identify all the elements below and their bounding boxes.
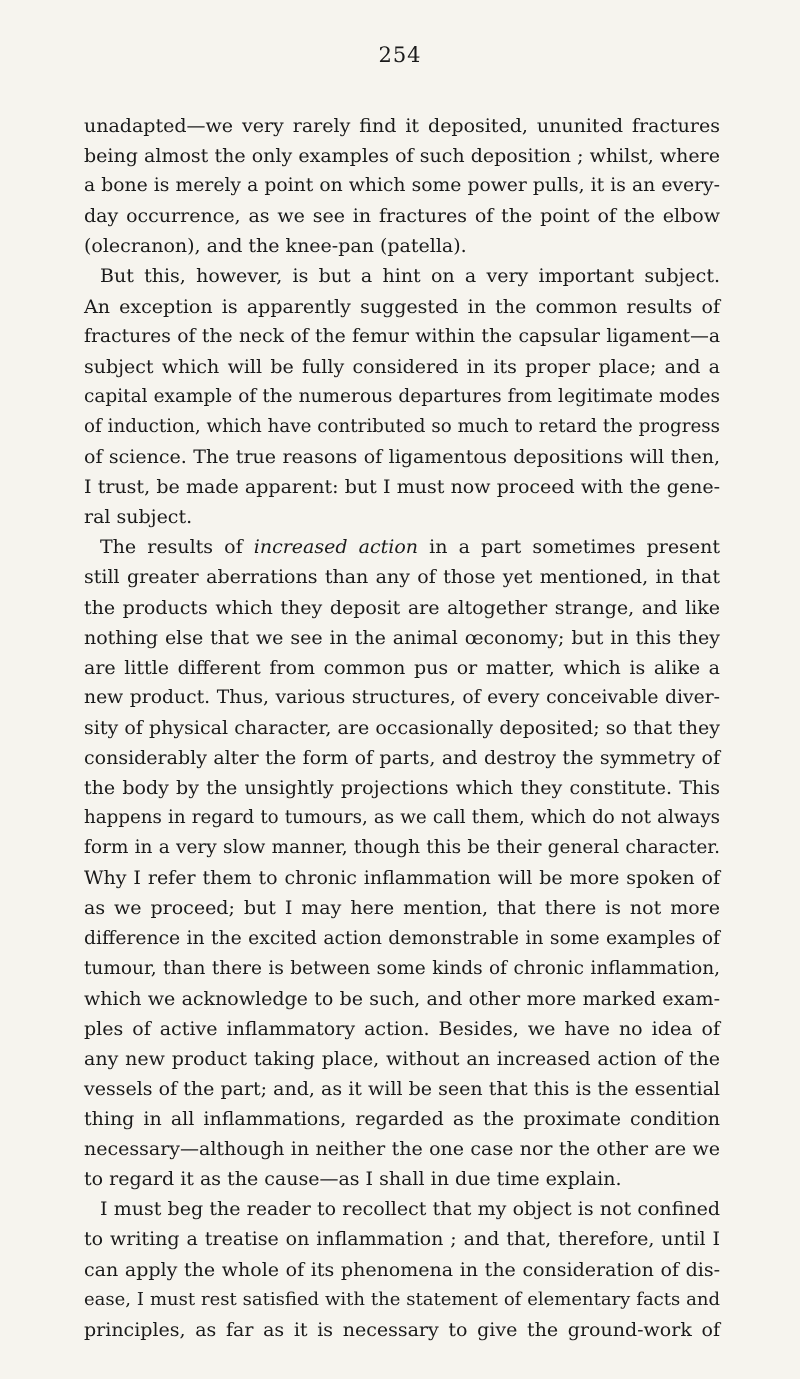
text-line: unadapted—we very rarely find it deposited, ununited fractures xyxy=(84,115,720,137)
text-line: considerably alter the form of parts, and destroy the symmetry of xyxy=(84,746,720,769)
text-line: new product. Thus, various structures, of every conceivable diver- xyxy=(84,686,720,708)
text-line: of induction, which have contributed so much to retard the progress xyxy=(84,415,720,437)
text-line: Why I refer them to chronic inflammation will be more spoken of xyxy=(84,867,720,890)
text-line: But this, however, is but a hint on a very important subject. xyxy=(100,265,720,288)
text-line: I trust, be made apparent: but I must now proceed with the gene- xyxy=(84,476,720,499)
page-number: 254 xyxy=(378,43,422,67)
italic-phrase: increased action xyxy=(253,536,419,559)
text-line: ease, I must rest satisfied with the statement of elementary facts and xyxy=(84,1288,720,1310)
text-line xyxy=(84,532,720,562)
text-line: necessary—although in neither the one case nor the other are we xyxy=(84,1138,720,1161)
text-line: happens in regard to tumours, as we call them, which do not always xyxy=(84,807,720,829)
body-text xyxy=(84,111,720,1345)
text-line: capital example of the numerous departures from legitimate modes xyxy=(84,385,720,407)
text-segment: in a part sometimes present xyxy=(418,536,720,559)
text-line: (olecranon), and the knee-pan (patella). xyxy=(84,235,467,258)
text-line: tumour, than there is between some kinds of chronic inflammation, xyxy=(84,957,720,979)
text-line: sity of physical character, are occasionally deposited; so that they xyxy=(84,716,720,739)
text-line: ples of active inflammatory action. Besides, we have no idea of xyxy=(84,1017,720,1040)
text-line: subject which will be fully considered in its proper place; and a xyxy=(84,355,720,378)
text-line: fractures of the neck of the femur within the capsular ligament—a xyxy=(84,325,720,347)
text-line: can apply the whole of its phenomena in the consideration of dis- xyxy=(84,1258,720,1281)
text-line: An exception is apparently suggested in the common results of xyxy=(84,295,720,318)
text-line: of science. The true reasons of ligamentous depositions will then, xyxy=(84,446,720,469)
text-line: difference in the excited action demonstrable in some examples of xyxy=(84,927,720,949)
text-line: principles, as far as it is necessary to give the ground-work of xyxy=(84,1318,720,1341)
text-line: a bone is merely a point on which some power pulls, it is an every- xyxy=(84,175,720,197)
text-line: the body by the unsightly projections which they constitute. This xyxy=(84,777,720,800)
text-line: nothing else that we see in the animal œconomy; but in this they xyxy=(84,626,720,649)
text-line: the products which they deposit are altogether strange, and like xyxy=(84,596,720,619)
text-line: to regard it as the cause—as I shall in due time explain. xyxy=(84,1168,622,1191)
text-line: ral subject. xyxy=(84,506,193,529)
text-line: day occurrence, as we see in fractures of the point of the elbow xyxy=(84,205,720,228)
text-line: which we acknowledge to be such, and other more marked exam- xyxy=(84,987,720,1010)
text-line: vessels of the part; and, as it will be seen that this is the essential xyxy=(84,1078,720,1100)
text-line: still greater aberrations than any of those yet mentioned, in that xyxy=(84,566,720,589)
text-line: form in a very slow manner, though this be their general character. xyxy=(84,837,720,859)
text-line: any new product taking place, without an increased action of the xyxy=(84,1047,720,1070)
text-line: to writing a treatise on inflammation ; and that, therefore, until I xyxy=(84,1228,720,1251)
text-line: thing in all inflammations, regarded as the proximate condition xyxy=(84,1108,720,1131)
text-line: being almost the only examples of such deposition ; whilst, where xyxy=(84,145,720,168)
text-segment: The results of xyxy=(100,536,254,559)
text-line: are little different from common pus or matter, which is alike a xyxy=(84,656,720,679)
text-line: as we proceed; but I may here mention, that there is not more xyxy=(84,897,720,920)
text-line: I must beg the reader to recollect that my object is not confined xyxy=(100,1198,720,1221)
